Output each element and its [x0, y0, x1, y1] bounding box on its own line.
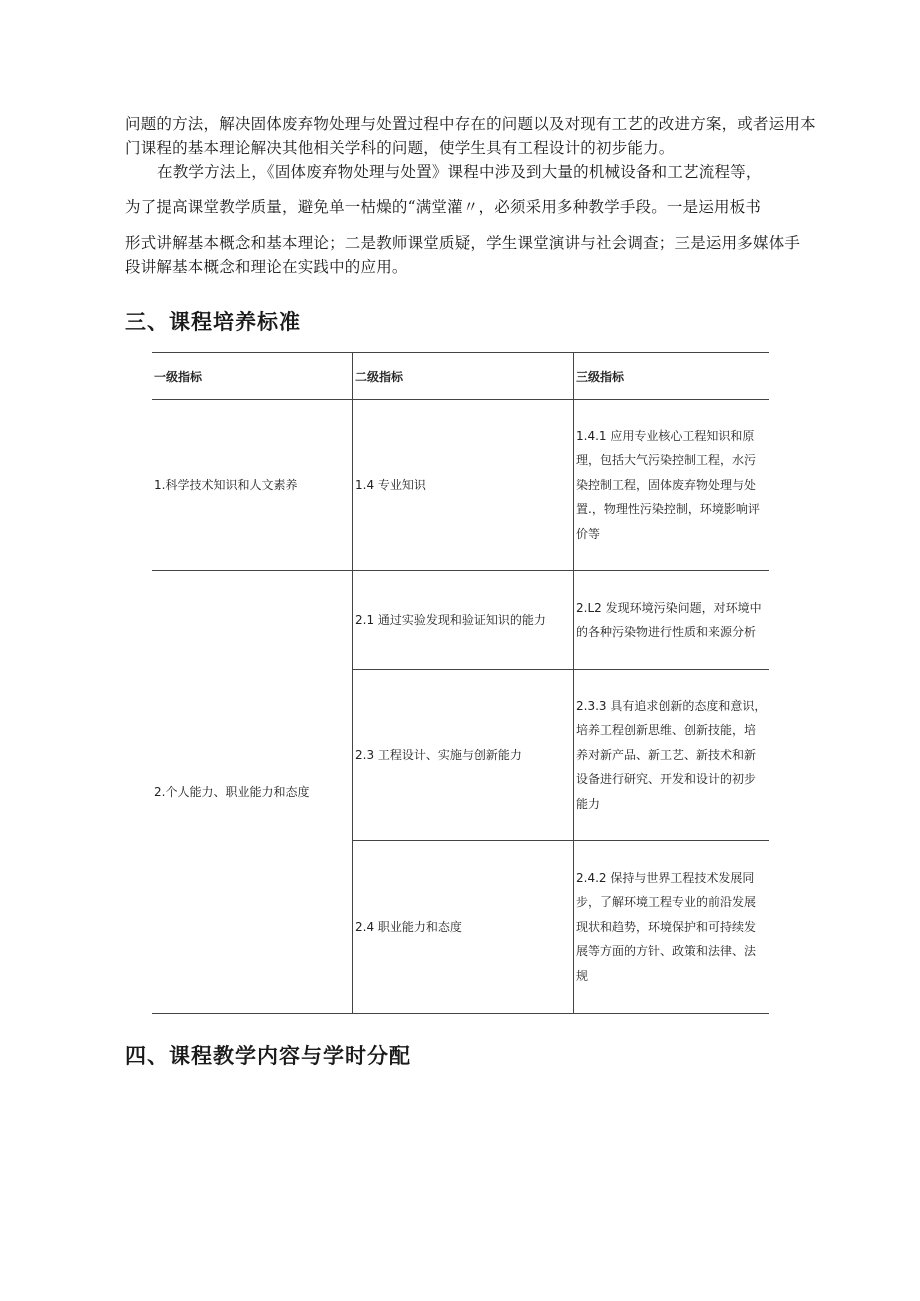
- level2-cell: 2.4 职业能力和态度: [353, 841, 574, 1014]
- column-header: 三级指标: [574, 353, 770, 400]
- level3-cell: 2.4.2 保持与世界工程技术发展同步，了解环境工程专业的前沿发展现状和趋势，环境保护和可持续发展等方面的方针、政策和法律、法规: [574, 841, 770, 1014]
- text-line: 门课程的基本理论解决其他相关学科的问题，使学生具有工程设计的初步能力。: [125, 139, 675, 157]
- level1-cell: 2.个人能力、职业能力和态度: [152, 571, 353, 1014]
- table-header-row: [152, 353, 769, 400]
- column-header: 二级指标: [353, 353, 574, 400]
- text-line: 段讲解基本概念和理论在实践中的应用。: [125, 258, 408, 276]
- level3-cell: 2.3.3 具有追求创新的态度和意识，培养工程创新思维、创新技能，培养对新产品、新工艺、新技术和新设备进行研究、开发和设计的初步能力: [574, 670, 770, 841]
- text-line: 为了提高课堂教学质量，避免单一枯燥的“满堂灌〃，必须采用多种教学手段。一是运用板书: [125, 198, 762, 216]
- text-line: 形式讲解基本概念和基本理论；二是教师课堂质疑，学生课堂演讲与社会调查；三是运用多媒体手: [125, 234, 801, 252]
- level2-cell: 1.4 专业知识: [353, 400, 574, 571]
- training-standard-table: [152, 352, 769, 1014]
- level3-cell: 1.4.1 应用专业核心工程知识和原理，包括大气污染控制工程，水污染控制工程，固体废弃物处理与处置.，物理性污染控制，环境影响评价等: [574, 400, 770, 571]
- table-row: [152, 571, 769, 670]
- text-line: 在教学方法上，《固体废弃物处理与处置》课程中涉及到大量的机械设备和工艺流程等，: [157, 163, 762, 181]
- level2-cell: 2.1 通过实验发现和验证知识的能力: [353, 571, 574, 670]
- level1-cell: 1.科学技术知识和人文素养: [152, 400, 353, 571]
- column-header: 一级指标: [152, 353, 353, 400]
- table-row: [152, 400, 769, 571]
- text-line: 问题的方法，解决固体废弃物处理与处置过程中存在的问题以及对现有工艺的改进方案，或者运用本: [125, 115, 816, 133]
- section-heading-content-hours: 四、课程教学内容与学时分配: [125, 1044, 411, 1068]
- level3-cell: 2.L2 发现环境污染问题，对环境中的各种污染物进行性质和来源分析: [574, 571, 770, 670]
- level2-cell: 2.3 工程设计、实施与创新能力: [353, 670, 574, 841]
- section-heading-training-standard: 三、课程培养标准: [125, 310, 301, 334]
